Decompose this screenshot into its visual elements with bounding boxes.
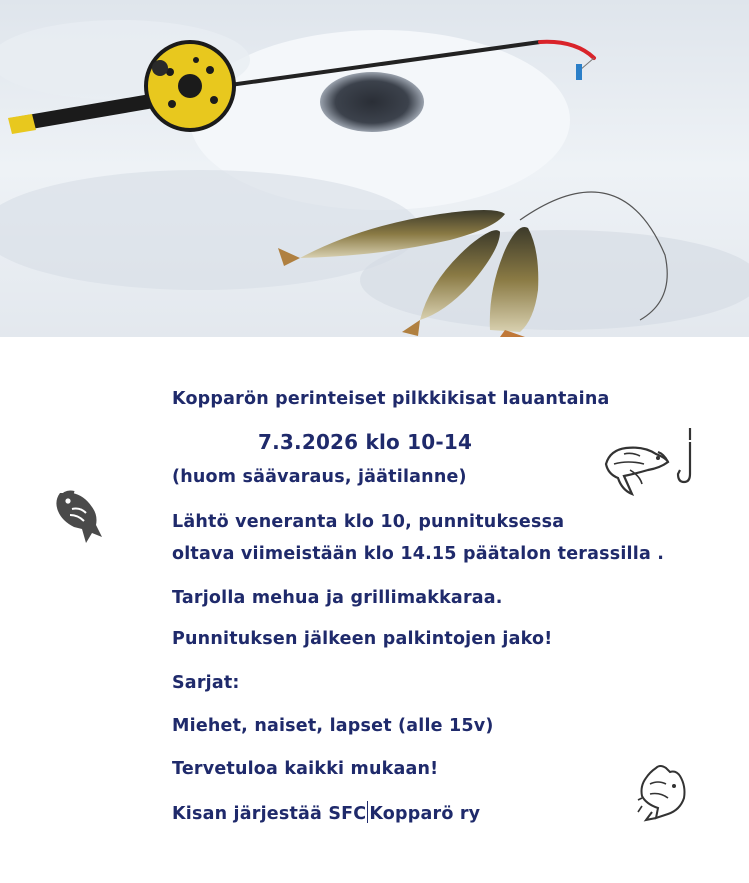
poster-title: Kopparön perinteiset pilkkikisat lauantaina [172, 389, 610, 409]
refreshments-text: Tarjolla mehua ja grillimakkaraa. [172, 588, 503, 608]
start-info-line1: Lähtö veneranta klo 10, punnituksessa [172, 512, 565, 532]
start-info-line2: oltava viimeistään klo 14.15 päätalon terassilla . [172, 544, 665, 564]
series-heading: Sarjat: [172, 673, 240, 693]
ice-fishing-photo [0, 0, 749, 337]
fish-icon [52, 487, 106, 551]
welcome-text: Tervetuloa kaikki mukaan! [172, 759, 439, 779]
organizer-part2: Kopparö ry [369, 804, 481, 824]
organizer-part1: Kisan järjestää SFC [172, 804, 367, 824]
fish-with-hook-icon [600, 424, 700, 510]
organizer-text [172, 801, 480, 824]
weather-note: (huom säävaraus, jäätilanne) [172, 467, 467, 487]
prizes-text: Punnituksen jälkeen palkintojen jako! [172, 629, 553, 649]
jumping-fish-icon [636, 762, 692, 826]
series-text: Miehet, naiset, lapset (alle 15v) [172, 716, 494, 736]
event-date-time: 7.3.2026 klo 10-14 [258, 430, 473, 454]
